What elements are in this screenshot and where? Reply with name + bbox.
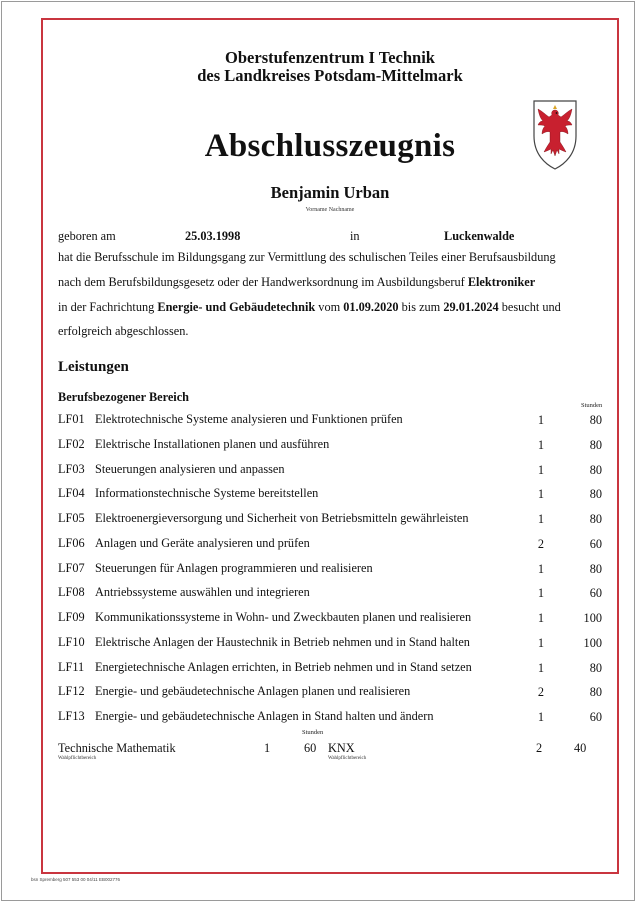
learning-field-row — [58, 634, 602, 651]
learning-field-title: Steuerungen für Anlagen programmieren und realisieren — [95, 560, 373, 575]
learning-field-row — [58, 610, 602, 626]
learning-field-hours: 80 — [589, 413, 602, 427]
learning-field-title: Kommunikationssysteme in Wohn- und Zweckbauten planen und realisieren — [95, 610, 472, 624]
learning-field-code: LF08 — [58, 585, 85, 600]
student-name: Benjamin Urban — [270, 183, 390, 202]
learning-field-title: Elektrotechnische Systeme analysieren und Funktionen prüfen — [95, 412, 403, 426]
learning-field-row — [58, 560, 602, 577]
student-name-caption: Vorname Nachname — [305, 207, 355, 213]
learning-field-hours: 80 — [589, 437, 602, 452]
learning-field-title: Energie- und gebäudetechnische Anlagen planen und realisieren — [95, 684, 411, 699]
learning-field-grade: 1 — [537, 437, 545, 452]
elective-hours-header: Stunden — [302, 729, 324, 736]
statement-line-2 — [58, 275, 535, 290]
elective-1-caption: Wahlpflichtbereich — [58, 756, 97, 761]
learning-field-row — [58, 436, 602, 453]
statement-line-3-suffix: besucht und — [498, 300, 561, 314]
learning-field-row — [58, 486, 602, 502]
learning-field-code: LF11 — [58, 659, 85, 674]
learning-field-title: Steuerungen analysieren und anpassen — [95, 461, 285, 476]
learning-field-hours: 60 — [589, 710, 602, 724]
learning-field-row — [58, 535, 602, 552]
learning-field-hours: 80 — [589, 512, 602, 526]
learning-field-row — [58, 709, 602, 725]
learning-field-row — [58, 585, 602, 601]
learning-field-row — [58, 511, 602, 527]
hours-column-header: Stunden — [581, 402, 603, 409]
learning-field-row — [58, 684, 602, 700]
section-subheading: Berufsbezogener Bereich — [58, 390, 190, 404]
profession: Elektroniker — [467, 275, 536, 289]
learning-field-grade: 1 — [537, 487, 545, 502]
elective-2-grade: 2 — [536, 741, 543, 755]
learning-field-grade: 1 — [537, 512, 545, 526]
learning-field-hours: 80 — [589, 462, 602, 477]
learning-field-grade: 1 — [537, 660, 545, 675]
learning-field-hours: 100 — [583, 611, 602, 625]
learning-field-code: LF01 — [58, 412, 85, 426]
section-heading-performance: Leistungen — [58, 359, 129, 375]
form-footer: bsn Spremberg 507 553 00 04/11 EB002776 — [31, 877, 120, 882]
learning-field-hours: 80 — [589, 660, 602, 675]
elective-2-caption: Wahlpflichtbereich — [328, 756, 367, 761]
learning-field-row — [58, 412, 602, 428]
learning-field-code: LF13 — [58, 709, 85, 723]
learning-field-title: Energie- und gebäudetechnische Anlagen in Stand halten und ändern — [95, 709, 434, 723]
specialization: Energie- und Gebäudetechnik — [157, 300, 316, 314]
end-date: 29.01.2024 — [443, 300, 499, 314]
learning-field-title: Informationstechnische Systeme bereitstellen — [95, 486, 319, 501]
learning-field-hours: 100 — [583, 635, 602, 650]
learning-field-hours: 80 — [589, 561, 602, 576]
school-name-line2: des Landkreises Potsdam-Mittelmark — [197, 66, 463, 85]
learning-field-code: LF09 — [58, 610, 85, 624]
learning-field-grade: 1 — [537, 635, 545, 650]
learning-field-grade: 1 — [537, 462, 545, 477]
to-label: bis zum — [398, 300, 444, 314]
learning-field-row — [58, 659, 602, 676]
learning-field-title: Elektroenergieversorgung und Sicherheit von Betriebsmitteln gewährleisten — [95, 511, 469, 525]
elective-2-hours: 40 — [574, 741, 587, 755]
learning-field-code: LF05 — [58, 511, 85, 525]
statement-line-1: hat die Berufsschule im Bildungsgang zur Vermittlung des schulischen Teiles einer Berufsausbildung — [58, 250, 556, 264]
statement-line-3-prefix: in der Fachrichtung — [58, 300, 158, 314]
learning-field-code: LF06 — [58, 535, 85, 550]
birth-date: 25.03.1998 — [185, 229, 241, 243]
learning-field-grade: 1 — [537, 586, 545, 601]
learning-field-hours: 80 — [589, 487, 602, 502]
learning-field-grade: 2 — [537, 536, 545, 551]
learning-field-code: LF10 — [58, 634, 85, 649]
learning-field-code: LF04 — [58, 486, 85, 501]
elective-1-name: Technische Mathematik — [58, 741, 176, 755]
document-title: Abschlusszeugnis — [204, 128, 456, 164]
elective-2-name: KNX — [328, 741, 355, 755]
learning-field-grade: 2 — [537, 685, 545, 700]
born-label: geboren am — [58, 229, 116, 243]
statement-line-3 — [58, 300, 561, 315]
learning-field-code: LF03 — [58, 461, 85, 476]
learning-field-code: LF02 — [58, 436, 85, 451]
from-label: vom — [315, 300, 344, 314]
learning-field-grade: 1 — [537, 710, 545, 724]
learning-field-title: Antriebssysteme auswählen und integrieren — [95, 585, 310, 600]
birth-place: Luckenwalde — [444, 229, 515, 243]
start-date: 01.09.2020 — [343, 300, 399, 314]
learning-field-code: LF12 — [58, 684, 85, 699]
learning-field-grade: 1 — [537, 611, 545, 625]
learning-field-title: Energietechnische Anlagen errichten, in Betrieb nehmen und in Stand setzen — [95, 659, 472, 674]
learning-field-hours: 60 — [589, 586, 602, 601]
in-label: in — [350, 229, 360, 243]
elective-1-grade: 1 — [264, 741, 271, 755]
learning-field-row — [58, 461, 602, 478]
learning-field-title: Elektrische Anlagen der Haustechnik in Betrieb nehmen und in Stand halten — [95, 634, 470, 649]
learning-field-hours: 80 — [589, 685, 602, 700]
learning-field-title: Elektrische Installationen planen und ausführen — [95, 436, 330, 451]
statement-line-2-text: nach dem Berufsbildungsgesetz oder der Handwerksordnung im Ausbildungsberuf — [58, 275, 468, 289]
statement-line-4: erfolgreich abgeschlossen. — [58, 324, 189, 338]
learning-field-title: Anlagen und Geräte analysieren und prüfen — [95, 535, 310, 550]
learning-field-grade: 1 — [537, 413, 545, 427]
learning-field-code: LF07 — [58, 560, 85, 575]
elective-1-hours: 60 — [304, 741, 317, 755]
school-name-line1: Oberstufenzentrum I Technik — [225, 48, 435, 67]
learning-field-grade: 1 — [537, 561, 545, 576]
learning-field-hours: 60 — [589, 536, 602, 551]
